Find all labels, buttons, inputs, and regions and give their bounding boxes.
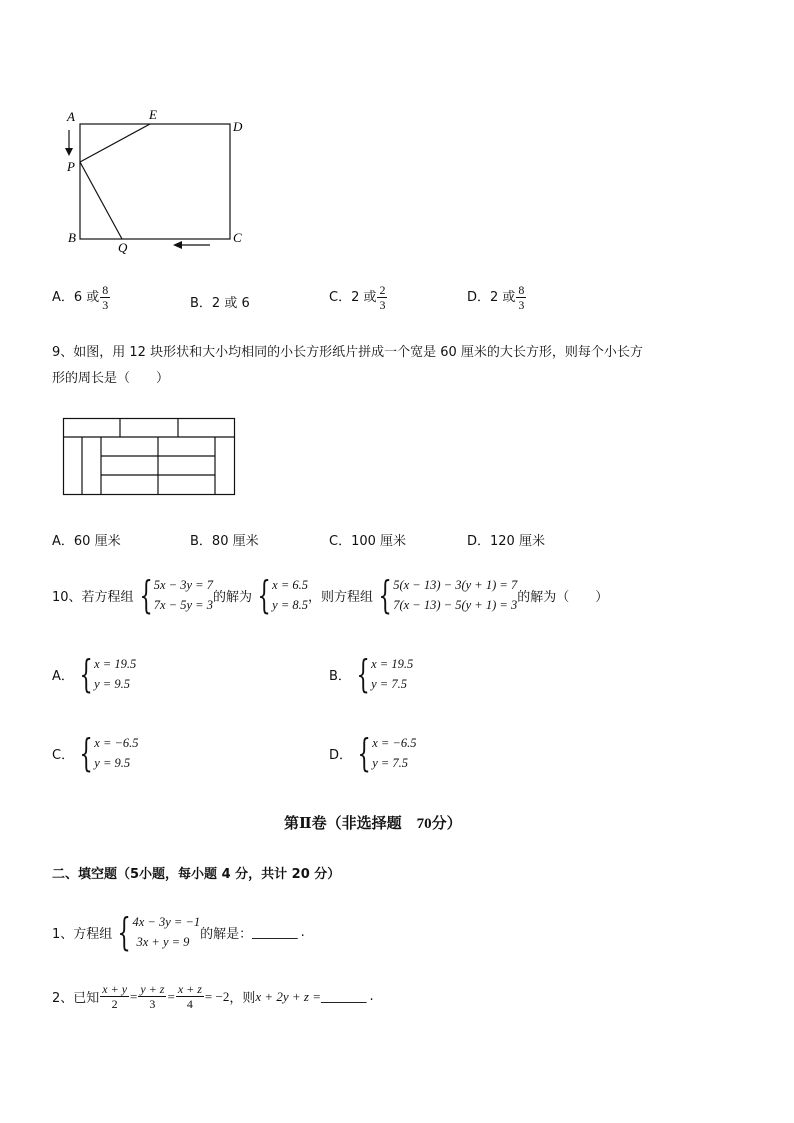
section-heading: 二、填空题（5小题，每小题 4 分，共计 20 分） xyxy=(52,867,341,882)
arrow-left-head xyxy=(173,241,182,249)
segment-pe xyxy=(80,124,150,162)
fill-question-1: 1、方程组 { 4x − 3y = −1 3x + y = 9 的解是： _______ . xyxy=(52,910,305,954)
q8-rectangle-figure xyxy=(60,104,260,258)
q9-option-a[interactable]: A．60 厘米 xyxy=(52,534,121,549)
q10-option-c[interactable]: C． { x = −6.5 y = 9.5 xyxy=(52,731,139,775)
label-A: A xyxy=(67,109,75,124)
label-Q: Q xyxy=(118,240,128,255)
f1-system: { 4x − 3y = −1 3x + y = 9 xyxy=(117,910,201,954)
q10-solution-1: { x = 6.5 y = 8.5 xyxy=(257,573,309,617)
segment-pq xyxy=(80,162,122,239)
q10-option-b[interactable]: B． { x = 19.5 y = 7.5 xyxy=(329,652,414,696)
answer-blank-1[interactable]: _______ xyxy=(252,924,298,940)
q9-question-line2: 形的周长是（ ） xyxy=(52,371,170,386)
label-D: D xyxy=(233,119,243,134)
label-E: E xyxy=(149,107,157,122)
answer-blank-2[interactable]: _______ xyxy=(321,989,367,1004)
q10-system-2: { 5(x − 13) − 3(y + 1) = 7 7(x − 13) − 5(y + 1) = 3 xyxy=(378,573,518,617)
label-C: C xyxy=(233,230,242,245)
q9-option-d[interactable]: D．120 厘米 xyxy=(467,534,545,549)
rectangle-abcd xyxy=(80,124,230,239)
q10-option-d[interactable]: D． { x = −6.5 y = 7.5 xyxy=(329,731,417,775)
q10-question: 10、若方程组 { 5x − 3y = 7 7x − 5y = 3 的解为 { x = 6.5 y = 8.5 ，则方程组 { 5(x − 13) − 3(y + 1) = 7 7(x − 13) − 5(y + 1) = 3 的解为（ ） xyxy=(52,573,609,617)
q8-option-a[interactable]: A．6 或 $\frac{8}{3}$ xyxy=(52,283,109,312)
q9-option-b[interactable]: B．80 厘米 xyxy=(190,534,259,549)
label-P: P xyxy=(67,159,75,174)
q9-tiling-figure xyxy=(60,415,240,499)
fill-question-2: 2、已知 $\frac{x + y}{2}$ = $\frac{y + z}{3}$ = $\frac{x + z}{4}$ = −2 ，则 x + 2y + z = _______ . xyxy=(52,982,374,1011)
q9-question-line1: 9、如图，用 12 块形状和大小均相同的小长方形纸片拼成一个宽是 60 厘米的大长方形，则每个小长方 xyxy=(52,345,643,360)
q9-option-c[interactable]: C．100 厘米 xyxy=(329,534,407,549)
arrow-down-head xyxy=(65,148,73,156)
label-B: B xyxy=(68,230,76,245)
q8-option-d[interactable]: D．2 或 $\frac{8}{3}$ xyxy=(467,283,525,312)
q8-option-c[interactable]: C．2 或 $\frac{2}{3}$ xyxy=(329,283,386,312)
q10-system-1: { 5x − 3y = 7 7x − 5y = 3 xyxy=(138,573,213,617)
part2-title: 第Ⅱ卷（非选择题 70分） xyxy=(284,816,462,832)
q8-option-b[interactable]: B．2 或 6 xyxy=(190,296,250,311)
q10-option-a[interactable]: A． { x = 19.5 y = 9.5 xyxy=(52,652,137,696)
